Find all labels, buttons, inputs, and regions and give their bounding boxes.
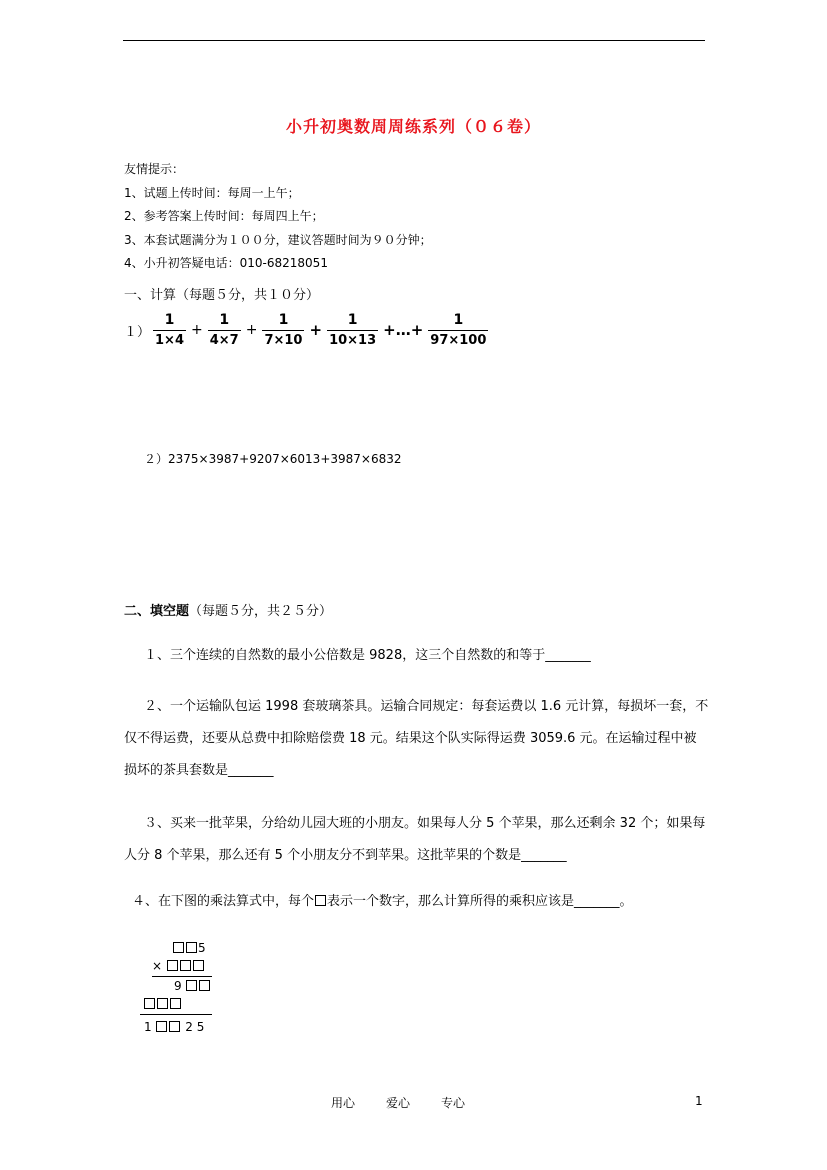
fraction-denominator: 10×13	[329, 332, 377, 348]
fraction-numerator: 1	[453, 311, 464, 328]
fraction-denominator: 97×100	[430, 332, 487, 348]
tips-block	[124, 158, 432, 276]
blank-square-icon	[144, 998, 155, 1009]
blank-square-icon	[157, 998, 168, 1009]
blank-square-icon	[186, 980, 197, 991]
footer-item: 专心	[441, 1096, 466, 1110]
blank-square-icon	[199, 980, 210, 991]
fraction-bar	[327, 330, 378, 331]
tips-heading: 友情提示：	[124, 162, 185, 176]
blank-square-icon	[156, 1021, 167, 1032]
question-text-pre: ４、在下图的乘法算式中，每个	[132, 894, 315, 909]
blank-square-icon	[170, 998, 181, 1009]
fill-question-4	[132, 890, 633, 909]
calc-question-1	[124, 310, 491, 350]
fraction-numerator: 1	[164, 311, 175, 328]
section-2-heading-rest: （每题５分，共２５分）	[189, 604, 333, 619]
question-text: １、三个连续的自然数的最小公倍数是 9828，这三个自然数的和等于_______	[144, 648, 591, 663]
tip-item: 2、参考答案上传时间：每周四上午；	[124, 209, 324, 223]
fraction	[153, 312, 186, 349]
tip-item: 3、本套试题满分为１００分，建议答题时间为９０分钟；	[124, 232, 432, 247]
fraction-bar	[153, 330, 186, 331]
fraction-numerator: 1	[347, 311, 358, 328]
fraction	[262, 312, 304, 349]
calc-question-2: ２）2375×3987+9207×6013+3987×6832	[144, 452, 402, 466]
multiplier-row	[152, 958, 205, 974]
question-text-post: 表示一个数字，那么计算所得的乘积应该是_______。	[327, 894, 633, 909]
multiplicand-row	[172, 940, 206, 956]
partial-product-2	[143, 996, 182, 1012]
blank-square-icon	[180, 960, 191, 971]
blank-square-icon	[315, 895, 326, 906]
footer-item: 爱心	[386, 1096, 411, 1110]
fill-question-3	[124, 808, 709, 872]
header-rule	[123, 40, 705, 41]
fraction-denominator: 1×4	[155, 332, 184, 348]
section-2-heading	[124, 600, 332, 619]
rule-line	[140, 1014, 212, 1015]
page-title: 小升初奥数周周练系列（０６卷）	[285, 117, 541, 136]
partial-product-1	[174, 978, 211, 994]
operator: +	[309, 321, 323, 339]
blank-square-icon	[193, 960, 204, 971]
product-row	[144, 1019, 204, 1035]
fraction-denominator: 4×7	[209, 332, 239, 348]
fraction-numerator: 1	[219, 311, 230, 328]
operator: +…+	[383, 321, 424, 339]
fraction	[208, 312, 241, 349]
times-sign: ×	[152, 959, 163, 973]
fraction-bar	[208, 330, 241, 331]
fill-question-1	[124, 640, 709, 672]
blank-square-icon	[173, 942, 184, 953]
fraction-denominator: 7×10	[264, 332, 303, 348]
operator: +	[191, 322, 203, 338]
digit: 5	[198, 941, 206, 955]
fill-question-2	[124, 691, 709, 787]
blank-square-icon	[186, 942, 197, 953]
rule-line	[152, 976, 212, 977]
question-text: ２、一个运输队包运 1998 套玻璃茶具。运输合同规定：每套运费以 1.6 元计算，每损坏一套，不仅不得运费，还要从总费中扣除赔偿费 18 元。结果这个队实际得运费 3059.6 元。在运输过程中被损坏的茶具套数是_______	[124, 699, 709, 778]
operator: +	[245, 322, 258, 338]
fraction-bar	[262, 330, 304, 331]
section-1-heading: 一、计算（每题５分，共１０分）	[124, 288, 320, 303]
footer-motto	[331, 1094, 496, 1111]
tip-item: 1、试题上传时间：每周一上午；	[124, 185, 300, 200]
fraction	[327, 312, 378, 349]
blank-square-icon	[169, 1021, 180, 1032]
blank-square-icon	[167, 960, 178, 971]
fraction-bar	[428, 330, 488, 331]
digit: 9	[174, 979, 182, 993]
digit: 1	[144, 1020, 152, 1034]
page-number: 1	[695, 1094, 703, 1108]
digits: 2 5	[185, 1020, 205, 1034]
tip-item: 4、小升初答疑电话：010-68218051	[124, 256, 328, 270]
section-2-heading-bold: 二、填空题	[124, 604, 190, 619]
footer-item: 用心	[331, 1096, 356, 1110]
fraction-numerator: 1	[278, 311, 289, 328]
question-label: １）	[124, 324, 151, 340]
question-text: ３、买来一批苹果，分给幼儿园大班的小朋友。如果每人分 5 个苹果，那么还剩余 32 个；如果每人分 8 个苹果，那么还有 5 个小朋友分不到苹果。这批苹果的个数是_______	[124, 816, 706, 863]
fraction	[428, 312, 488, 349]
